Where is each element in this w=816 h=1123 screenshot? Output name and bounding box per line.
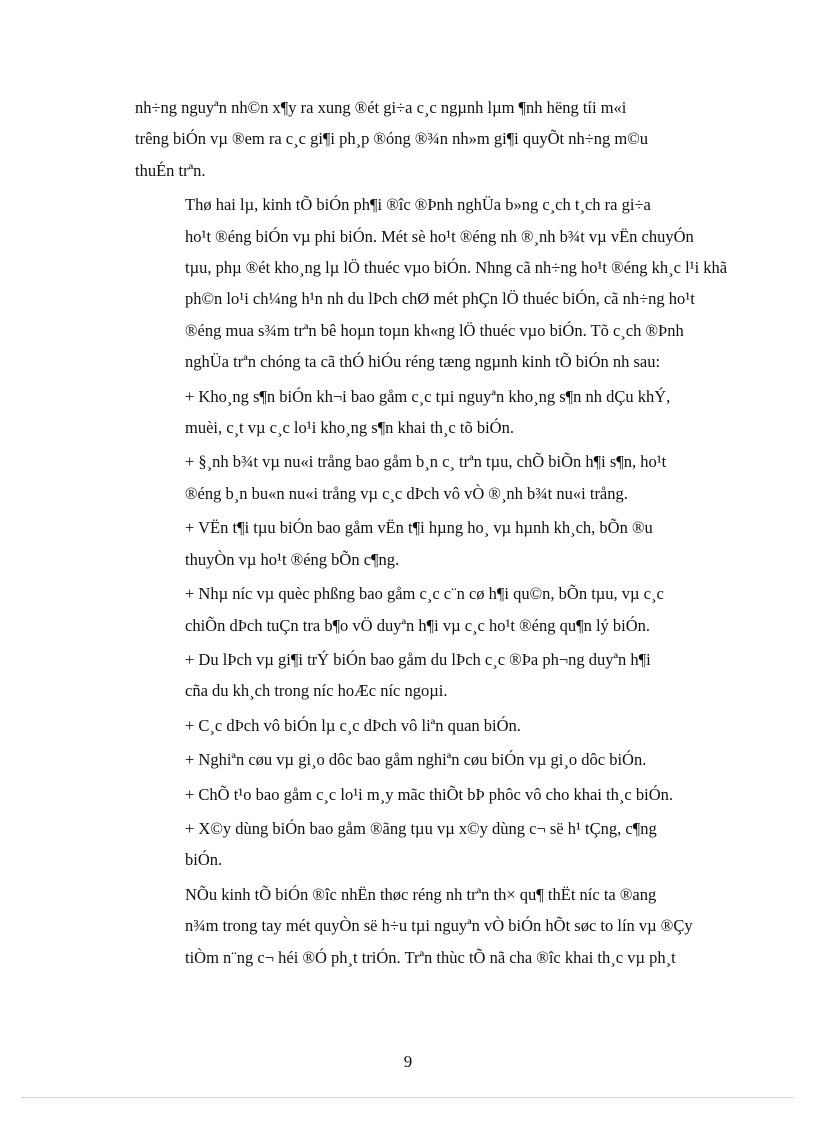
paragraph <box>135 381 757 444</box>
text-line: muèi, c¸t vµ c¸c lo¹i kho¸ng s¶n khai th¸c tõ biÓn. <box>185 418 514 438</box>
text-line: thuyÒn vµ ho¹t ®éng bÕn c¶ng. <box>185 549 400 569</box>
text-line: + Kho¸ng s¶n biÓn kh¬i bao gåm c¸c tµi nguyªn kho¸ng s¶n nh dÇu khÝ, <box>185 386 671 406</box>
text-line: cña du kh¸ch trong níc hoÆc níc ngoµi. <box>185 681 448 701</box>
paragraph <box>135 879 757 973</box>
text-line: + Du lÞch vµ gi¶i trÝ biÓn bao gåm du lÞch c¸c ®Þa ph¬ng duyªn h¶i <box>185 649 651 669</box>
text-line: chiÕn dÞch tuÇn tra b¶o vÖ duyªn h¶i vµ c¸c ho¹t ®éng qu¶n lý biÓn. <box>185 615 651 635</box>
text-line: + Nghiªn cøu vµ gi¸o dôc bao gåm nghiªn cøu biÓn vµ gi¸o dôc biÓn. <box>185 750 647 770</box>
text-line: + X©y dùng biÓn bao gåm ®ãng tµu vµ x©y dùng c¬ së h¹ tÇng, c¶ng <box>185 818 657 838</box>
text-line: nghÜa trªn chóng ta cã thÓ hiÓu réng tæng ngµnh kinh tÕ biÓn nh sau: <box>185 352 661 372</box>
paragraph <box>135 744 757 775</box>
paragraph <box>135 710 757 741</box>
text-line: NÕu kinh tÕ biÓn ®îc nhËn thøc réng nh trªn th× qu¶ thËt níc ta ®ang <box>185 884 657 904</box>
paragraph <box>135 512 757 575</box>
page-number: 9 <box>403 1052 413 1071</box>
text-line: tiÒm n¨ng c¬ héi ®Ó ph¸t triÓn. Trªn thùc tÕ nã cha ®îc khai th¸c vµ ph¸t <box>185 947 676 967</box>
text-line: thuÉn trªn. <box>135 160 206 180</box>
text-line: tµu, phµ ®ét kho¸ng lµ lÖ thuéc vµo biÓn. Nhng cã nh÷ng ho¹t ®éng kh¸c l¹i khã <box>185 258 728 278</box>
text-line: + C¸c dÞch vô biÓn lµ c¸c dÞch vô liªn quan biÓn. <box>185 715 521 735</box>
text-line: n¾m trong tay mét quyÒn së h÷u tµi nguyªn vÒ biÓn hÕt søc to lín vµ ®Çy <box>185 916 693 936</box>
text-line: nh÷ng nguyªn nh©n x¶y ra xung ®ét gi÷a c¸c ngµnh lµm ¶nh hëng tíi m«i <box>135 98 627 117</box>
text-line: + Nhµ níc vµ quèc phßng bao gåm c¸c c¨n cø h¶i qu©n, bÕn tµu, vµ c¸c <box>185 584 664 604</box>
paragraph <box>135 446 757 509</box>
paragraph <box>135 813 757 876</box>
paragraph <box>135 578 757 641</box>
text-line: ph©n lo¹i ch¼ng h¹n nh du lÞch chØ mét phÇn lÖ thuéc biÓn, cã nh÷ng ho¹t <box>185 289 695 309</box>
text-line: ho¹t ®éng biÓn vµ phi biÓn. Mét sè ho¹t ®éng nh ®¸nh b¾t vµ vËn chuyÓn <box>185 226 694 246</box>
document-body <box>135 92 757 976</box>
text-line: ®éng mua s¾m trªn bê hoµn toµn kh«ng lÖ thuéc vµo biÓn. Tõ c¸ch ®Þnh <box>185 320 684 340</box>
text-line: biÓn. <box>185 850 223 870</box>
text-line: + VËn t¶i tµu biÓn bao gåm vËn t¶i hµng ho¸ vµ hµnh kh¸ch, bÕn ®u <box>185 518 653 538</box>
text-line: + ChÕ t¹o bao gåm c¸c lo¹i m¸y mãc thiÕt bÞ phôc vô cho khai th¸c biÓn. <box>185 784 673 804</box>
paragraph <box>135 644 757 707</box>
paragraph <box>135 92 757 186</box>
paragraph <box>135 189 757 377</box>
text-line: + §¸nh b¾t vµ nu«i trång bao gåm b¸n c¸ trªn tµu, chÕ biÕn h¶i s¶n, ho¹t <box>185 452 667 472</box>
text-line: Thø hai lµ, kinh tÕ biÓn ph¶i ®îc ®Þnh nghÜa b»ng c¸ch t¸ch ra gi÷a <box>185 195 651 215</box>
text-line: trêng biÓn vµ ®em ra c¸c gi¶i ph¸p ®óng ®¾n nh»m gi¶i quyÕt nh÷ng m©u <box>135 129 649 149</box>
footer-divider <box>22 1097 794 1098</box>
paragraph <box>135 779 757 810</box>
text-line: ®éng b¸n bu«n nu«i trång vµ c¸c dÞch vô vÒ ®¸nh b¾t nu«i trång. <box>185 483 628 503</box>
